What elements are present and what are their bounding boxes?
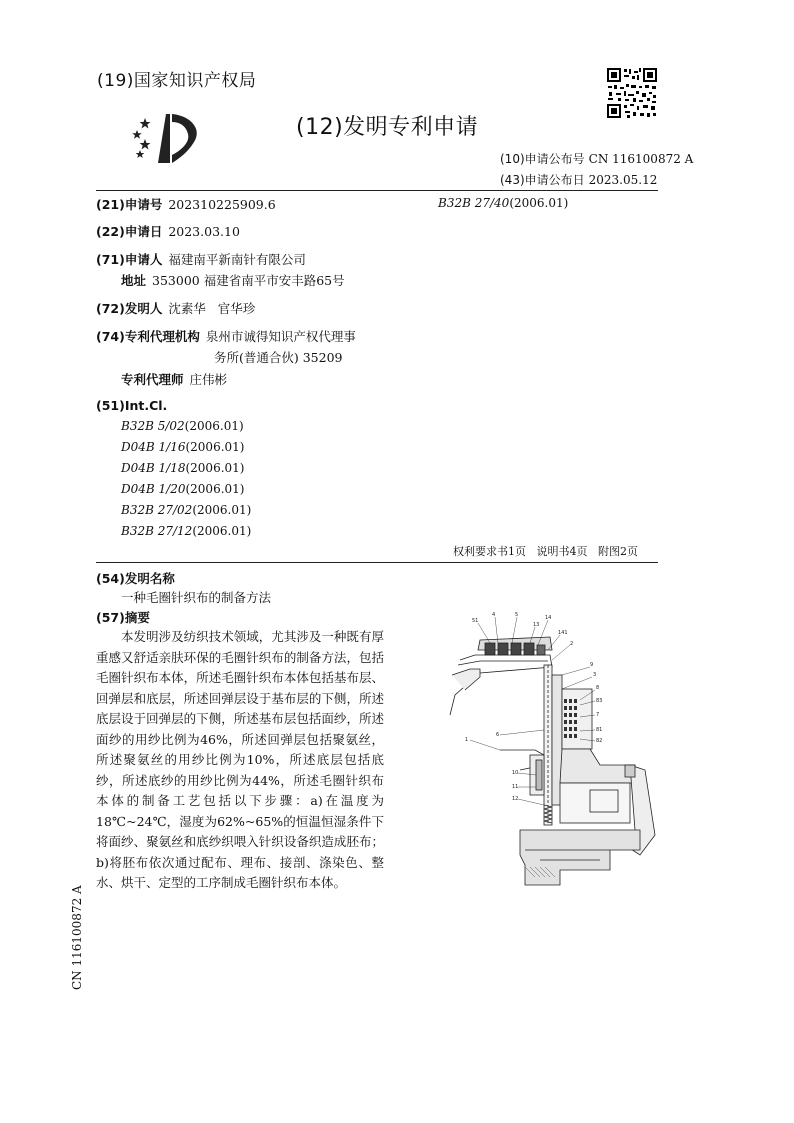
figure-label: 5 [515,612,519,618]
agency-line1: 泉州市诚得知识产权代理事 [205,329,356,344]
pub-no-label: (10)申请公布号 [500,152,585,166]
application-number-field [96,195,276,213]
title-label-text: (54)发明名称 [96,571,175,586]
page-counts: 权利要求书1页 说明书4页 附图2页 [453,545,638,558]
abstract-label [96,608,150,626]
abstract-label-text: (57)摘要 [96,610,150,625]
intcl-field [96,398,167,413]
intcl-version: (2006.01) [192,503,252,517]
agent-label: 专利代理师 [121,372,184,387]
figure-label: 4 [492,612,496,618]
agent: 庄伟彬 [189,372,228,387]
main-ipc [438,196,568,210]
qr-code-graphic [606,67,658,119]
main-ipc-code: B32B 27/40 [438,196,510,210]
address-label: 地址 [121,273,147,288]
intcl-version: (2006.01) [185,482,245,496]
intcl-code: B32B 27/02 [121,503,193,517]
applicant: 福建南平新南针有限公司 [168,252,306,267]
figure-label: 6 [496,732,500,738]
app-no-label: (21)申请号 [96,197,163,212]
agency-line2: 务所(普通合伙) 35209 [214,350,343,365]
figure-label: 11 [512,784,519,790]
intcl-code: D04B 1/20 [121,482,186,496]
figure-label: 13 [533,622,540,628]
pub-date-label: (43)申请公布日 [500,173,585,187]
intcl-version: (2006.01) [185,461,245,475]
abstract-text: 本发明涉及纺织技术领域，尤其涉及一种既有厚重感又舒适亲肤环保的毛圈针织布的制备方法，包括毛圈针织布本体，所述毛圈针织布本体包括基布层、回弹层和底层，所述回弹层设于基布层的下侧，所述底层设于回弹层的下侧，所述基布层包括面纱，所述面纱的用纱比例为46%，所述回弹层包括聚氨丝，所述聚氨丝的用纱比例为10%，所述底层包括底纱，所述底纱的用纱比例为44%，所述毛圈针织布本体的制备工艺包括以下步骤：a)在温度为18℃~24℃，湿度为62%~65%的恒温恒湿条件下将面纱、聚氨丝和底纱织喂入针织设备织造成胚布；b)将胚布依次通过配布、理布、接剖、涤染色、整水、烘干、定型的工序制成毛圈针织布本体。 [96,629,384,890]
figure-label: 9 [590,662,594,668]
applicant-label: (71)申请人 [96,252,163,267]
machine-drawing [440,605,665,895]
pub-date: 2023.05.12 [588,173,658,187]
intcl-version: (2006.01) [185,440,245,454]
figure-label: 51 [472,618,479,624]
intcl-row [121,440,244,454]
figure-label: 14 [545,615,552,621]
document-type: (12)发明专利申请 [296,115,479,140]
address-field [121,271,345,289]
publication-number-row [500,150,693,167]
intcl-row [121,461,244,475]
inventor-field [96,299,255,317]
figure-label: 3 [593,672,597,678]
qr-code [606,67,658,119]
inventor-label: (72)发明人 [96,301,163,316]
application-date-field [96,222,240,240]
invention-title: 一种毛圈针织布的制备方法 [121,590,272,605]
intcl-code: B32B 27/12 [121,524,193,538]
applicant-field [96,250,306,268]
app-date-label: (22)申请日 [96,224,163,239]
abstract-figure [440,605,665,895]
agency-field [96,327,356,345]
figure-label: 82 [596,738,603,744]
intcl-label: (51)Int.Cl. [96,398,168,413]
office-name: (19)国家知识产权局 [97,71,257,91]
figure-label: 1 [465,737,469,743]
intcl-row [121,419,244,433]
figure-label: 8 [596,685,600,691]
figure-label: 2 [570,641,574,647]
agency-label: (74)专利代理机构 [96,329,200,344]
publication-date-row [500,171,657,188]
cnipa-emblem [128,108,208,168]
figure-label: 10 [512,770,519,776]
header-rule [96,190,658,191]
figure-label: 141 [558,630,568,636]
intcl-row [121,524,251,538]
figure-label: 12 [512,796,519,802]
inventors: 沈素华 官华珍 [168,301,256,316]
body-rule [96,562,658,563]
app-no: 202310225909.6 [168,197,276,212]
intcl-code: D04B 1/18 [121,461,186,475]
intcl-version: (2006.01) [192,524,252,538]
intcl-row [121,482,244,496]
title-label [96,569,175,587]
address: 353000 福建省南平市安丰路65号 [152,273,345,288]
app-date: 2023.03.10 [168,224,240,239]
figure-label: 83 [596,698,603,704]
intcl-row [121,503,251,517]
agency-line2-wrap [214,348,343,366]
cnipa-logo [128,108,208,168]
intcl-code: B32B 5/02 [121,419,185,433]
side-publication-number: CN 116100872 A [70,885,84,990]
main-ipc-version: (2006.01) [509,196,569,210]
intcl-version: (2006.01) [184,419,244,433]
pub-no: CN 116100872 A [588,152,694,166]
figure-label: 7 [596,712,600,718]
figure-label: 81 [596,727,603,733]
intcl-code: D04B 1/16 [121,440,186,454]
agent-field [121,370,227,388]
